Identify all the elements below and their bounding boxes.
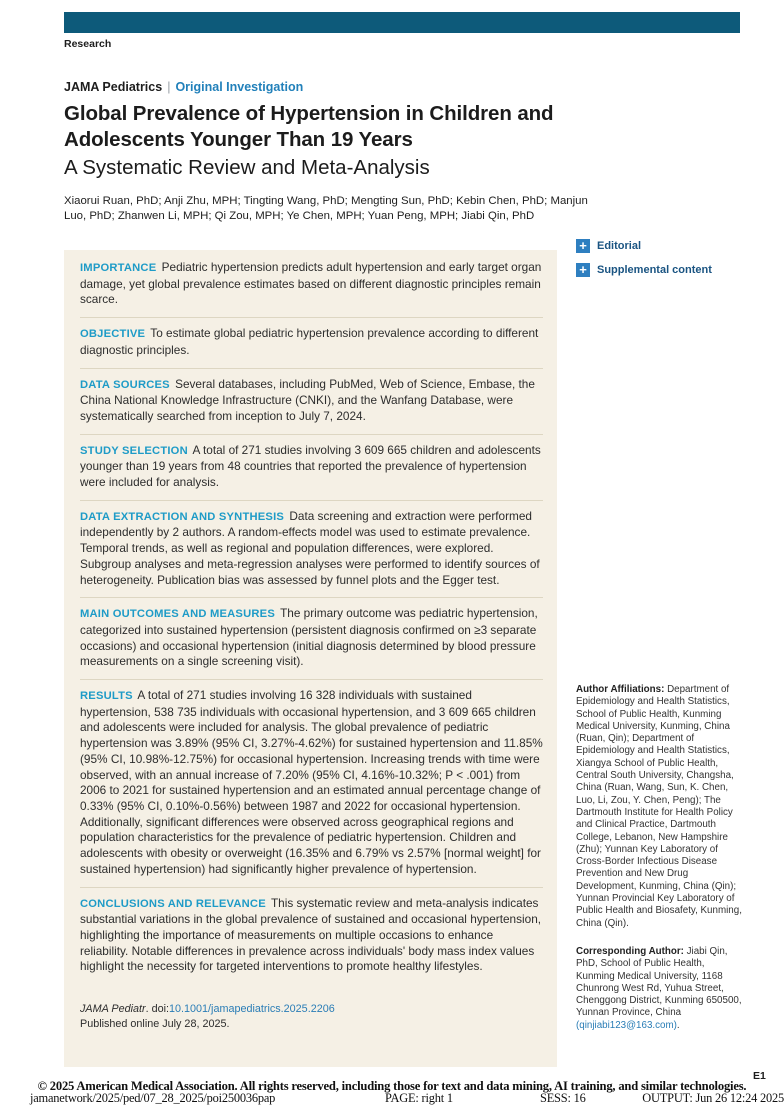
editorial-link[interactable] xyxy=(576,239,746,253)
article-category-link[interactable]: Original Investigation xyxy=(175,80,304,94)
doi-link[interactable]: 10.1001/jamapediatrics.2025.2206 xyxy=(169,1003,335,1015)
corresponding-suffix: . xyxy=(676,1019,680,1031)
corresponding-text: Jiabi Qin, PhD, School of Public Health, Kunming Medical University, 1168 Chunrong West Rd, Yuhua Street, Chenggong District, Kunming 650500, Yunnan Province, China xyxy=(576,946,742,1019)
citation-doi-line xyxy=(80,1002,543,1017)
published-online-line: Published online July 28, 2025. xyxy=(80,1017,230,1030)
journal-abbreviation: JAMA Pediatr xyxy=(80,1003,146,1015)
section-text: Several databases, including PubMed, Web of Science, Embase, the China National Knowledge Infrastructure (CNKI), and the Wanfang Database, were systematically searched from inception to July 7, 2024. xyxy=(80,376,535,423)
article-subtitle: A Systematic Review and Meta-Analysis xyxy=(64,156,430,179)
research-section-label: Research xyxy=(64,38,112,50)
section-text: The primary outcome was pediatric hypertension, categorized into sustained hypertension (persistent diagnosis confirmed on ≥3 separate occasions) and occasional hypertension (initial diagnosis determined by blood pressure measurements on a single screening visit). xyxy=(80,606,538,669)
article-title: Global Prevalence of Hypertension in Children and Adolescents Younger Than 19 Years xyxy=(64,102,554,151)
kicker-separator: | xyxy=(167,80,171,94)
related-content-links xyxy=(576,239,746,287)
abstract-section-data-sources xyxy=(80,368,543,434)
abstract-section-main-outcomes xyxy=(80,597,543,679)
section-text: To estimate global pediatric hypertension prevalence according to different diagnostic principles. xyxy=(80,326,539,357)
copyright-line: © 2025 American Medical Association. All rights reserved, including those for text and data mining, AI training, and similar technologies. xyxy=(37,1079,747,1093)
section-label: CONCLUSIONS AND RELEVANCE xyxy=(80,897,266,910)
section-label: STUDY SELECTION xyxy=(80,444,188,457)
section-label: OBJECTIVE xyxy=(80,328,146,341)
editorial-link-label: Editorial xyxy=(597,240,642,252)
section-label: MAIN OUTCOMES AND MEASURES xyxy=(80,608,275,621)
abstract-section-results xyxy=(80,679,543,886)
doi-prefix: . doi: xyxy=(145,1003,170,1015)
output-timestamp: OUTPUT: Jun 26 12:24 2025 xyxy=(642,1091,784,1105)
page-folio: E1 xyxy=(753,1070,766,1082)
author-affiliations xyxy=(576,684,744,930)
email-link[interactable]: (qinjiabi123@163.com) xyxy=(576,1019,677,1031)
section-text: Data screening and extraction were performed independently by 2 authors. A random-effects model was used to estimate prevalence. Temporal trends, as well as regional and population differences, were explored. Subgroup analyses and meta-regression analyses were performed to identify sources of heterogeneity. Publication bias was assessed by funnel plots and the Egger test. xyxy=(80,508,540,587)
supplemental-link-label: Supplemental content xyxy=(597,264,712,276)
corresponding-author xyxy=(576,946,744,1032)
slug-path: jamanetwork/2025/ped/07_28_2025/poi250036pap xyxy=(30,1091,276,1105)
abstract-panel xyxy=(64,250,557,1067)
abstract-section-objective xyxy=(80,317,543,367)
journal-name: JAMA Pediatrics xyxy=(64,80,163,94)
article-kicker xyxy=(64,80,303,94)
abstract-section-conclusions xyxy=(80,887,543,985)
supplemental-content-link[interactable] xyxy=(576,263,746,277)
affiliations-text: Department of Epidemiology and Health Statistics, School of Public Health, Kunming Medical University, Kunming, China (Ruan, Qin); Department of Epidemiology and Health Statistics, Xiangya School of Public Health, Central South University, Changsha, China (Ruan, Wang, Sun, K. Chen, Luo, Li, Zou, Y. Chen, Peng); The Dartmouth Institute for Health Policy and Clinical Practice, Dartmouth College, Lebanon, New Hampshire (Zhu); Yunnan Key Laboratory of Cross-Border Infectious Disease Prevention and New Drug Development, Kunming, China (Qin); Yunnan Provincial Key Laboratory of Public Health and Biosafety, Kunming, China (Qin). xyxy=(576,684,742,929)
section-text: A total of 271 studies involving 16 328 individuals with sustained hypertension, 538 735 individuals with occasional hypertension, and 3 609 665 children and adolescents were included for analysis. The global prevalence of pediatric hypertension was 3.89% (95% CI, 3.27%-4.62%) for sustained hypertension and 11.85% (95% CI, 10.98%-12.75%) for occasional hypertension. Increasing trends with time were observed, with an annual increase of 7.20% (95% CI, 4.16%-10.32%; P < .001) from 2006 to 2021 for sustained hypertension and an estimated annual percentage change of 0.33% (95% CI, 0.10%-0.56%) between 1987 and 2022 for occasional hypertension. Additionally, significant differences were observed across geographical regions and population characteristics for the prevalence of pediatric hypertension. Children and adolescents with obesity or overweight (16.35% and 6.79% vs 2.57% [normal weight] for sustained hypertension) had significantly higher prevalence of hypertension. xyxy=(80,688,543,876)
article-citation xyxy=(80,1002,543,1067)
journal-brand-bar xyxy=(64,12,740,33)
page-info: PAGE: right 1 xyxy=(385,1091,453,1105)
print-slugline xyxy=(0,1091,784,1105)
section-text: A total of 271 studies involving 3 609 665 children and adolescents younger than 19 years from 48 countries that reported the prevalence of hypertension were included for analysis. xyxy=(80,442,541,490)
section-text: This systematic review and meta-analysis indicates substantial variations in the global prevalence of sustained and occasional hypertension, highlighting the importance of measurements on multiple occasions to enhance reliability. Notable differences in prevalence across individuals' body mass index values highlight the necessity for targeted interventions to promote healthy lifestyles. xyxy=(80,895,542,974)
section-text: Pediatric hypertension predicts adult hypertension and early target organ damage, yet global prevalence estimates based on different diagnostic principles remain scarce. xyxy=(80,260,542,307)
affiliations-label: Author Affiliations: xyxy=(576,684,665,695)
session-info: SESS: 16 xyxy=(540,1091,586,1105)
plus-icon xyxy=(576,263,590,277)
author-byline: Xiaorui Ruan, PhD; Anji Zhu, MPH; Tingting Wang, PhD; Mengting Sun, PhD; Kebin Chen, PhD; Manjun Luo, PhD; Zhanwen Li, MPH; Qi Zou, MPH; Ye Chen, MPH; Yuan Peng, MPH; Jiabi Qin, PhD xyxy=(64,195,588,222)
abstract-section-data-extraction xyxy=(80,500,543,598)
abstract-section-study-selection xyxy=(80,434,543,500)
corresponding-label: Corresponding Author: xyxy=(576,946,684,957)
section-label: DATA SOURCES xyxy=(80,378,170,391)
section-label: DATA EXTRACTION AND SYNTHESIS xyxy=(80,510,285,523)
section-label: RESULTS xyxy=(80,690,133,703)
section-label: IMPORTANCE xyxy=(80,262,157,274)
abstract-section-importance xyxy=(80,252,543,317)
plus-icon xyxy=(576,239,590,253)
